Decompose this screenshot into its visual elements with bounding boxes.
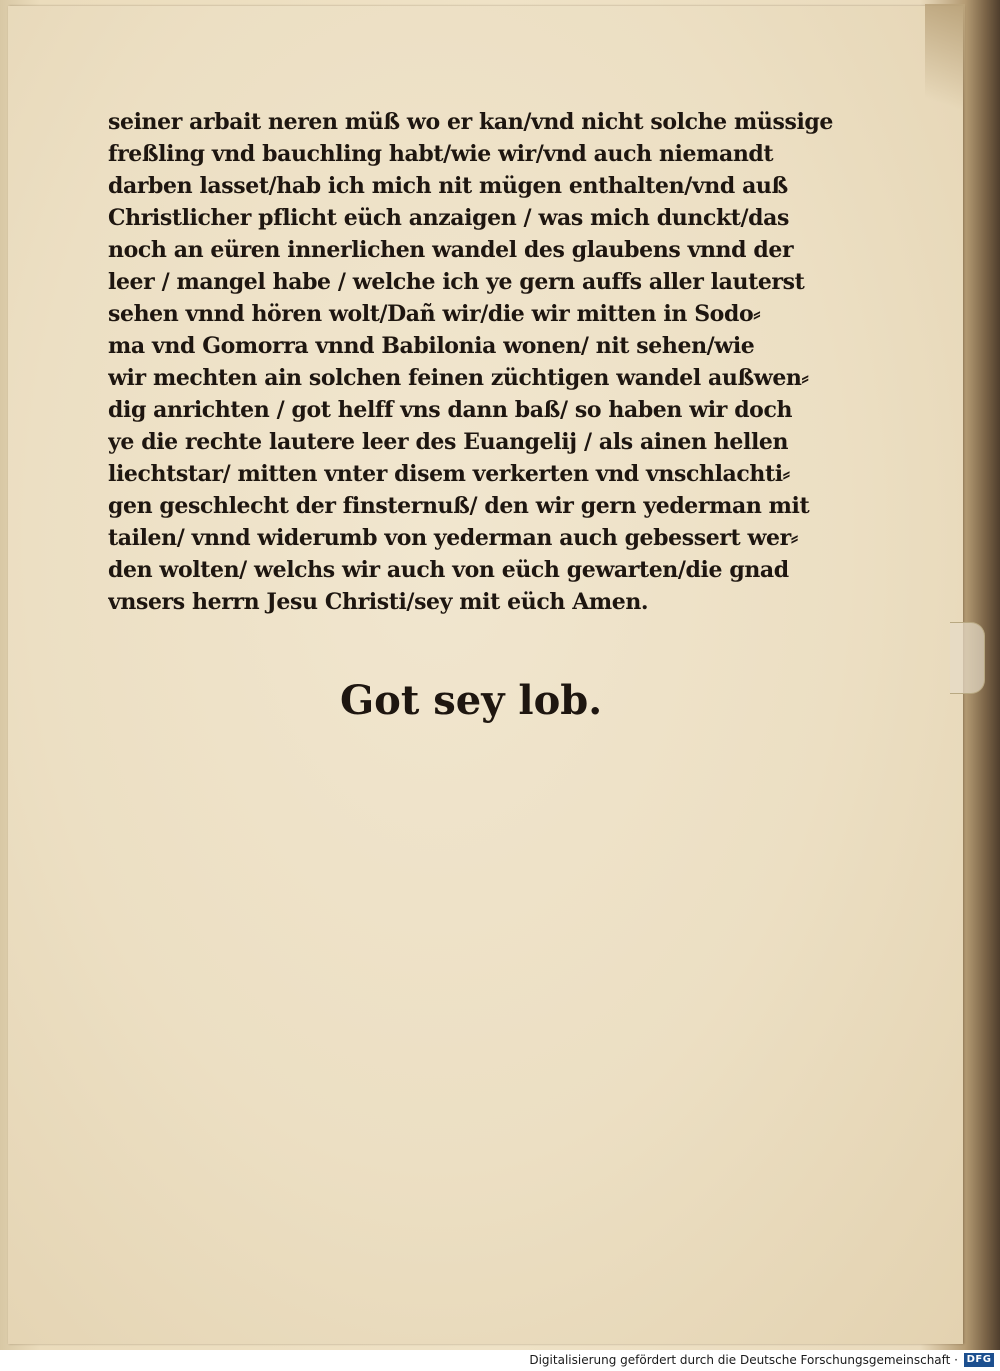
text-line: freßling vnd bauchling habt/wie wir/vnd auch niemandt: [108, 141, 774, 167]
text-line: Christlicher pflicht eüch anzaigen / was mich dunckt/das: [108, 205, 790, 231]
page-tab-marker: [950, 622, 985, 694]
text-line: vnsers herrn Jesu Christi/sey mit eüch Amen.: [108, 589, 649, 615]
text-line: wir mechten ain solchen feinen züchtigen wandel außwen⸗: [108, 365, 809, 391]
footer: [0, 1350, 1000, 1371]
closing-line: Got sey lob.: [340, 677, 603, 724]
dfg-logo: DFG: [964, 1353, 994, 1367]
funding-credit: Digitalisierung gefördert durch die Deutsche Forschungsgemeinschaft ·: [529, 1353, 958, 1367]
text-line: seiner arbait neren müß wo er kan/vnd nicht solche müssige: [108, 109, 834, 135]
text-line: darben lasset/hab ich mich nit mügen enthalten/vnd auß: [108, 173, 788, 199]
text-line: dig anrichten / got helff vns dann baß/ so haben wir doch: [108, 397, 793, 423]
book-page: [8, 6, 963, 1344]
text-line: ma vnd Gomorra vnnd Babilonia wonen/ nit sehen/wie: [108, 333, 755, 359]
text-line: liechtstar/ mitten vnter disem verkerten vnd vnschlachti⸗: [108, 461, 790, 487]
text-line: sehen vnnd hören wolt/Dañ wir/die wir mitten in Sodo⸗: [108, 301, 761, 327]
text-line: noch an eüren innerlichen wandel des glaubens vnnd der: [108, 237, 794, 263]
text-line: tailen/ vnnd widerumb von yederman auch gebessert wer⸗: [108, 525, 798, 551]
body-text: [108, 106, 848, 618]
text-line: leer / mangel habe / welche ich ye gern auffs aller lauterst: [108, 269, 805, 295]
text-line: den wolten/ welchs wir auch von eüch gewarten/die gnad: [108, 557, 789, 583]
text-line: ye die rechte lautere leer des Euangelij / als ainen hellen: [108, 429, 789, 455]
text-line: gen geschlecht der finsternuß/ den wir gern yederman mit: [108, 493, 810, 519]
